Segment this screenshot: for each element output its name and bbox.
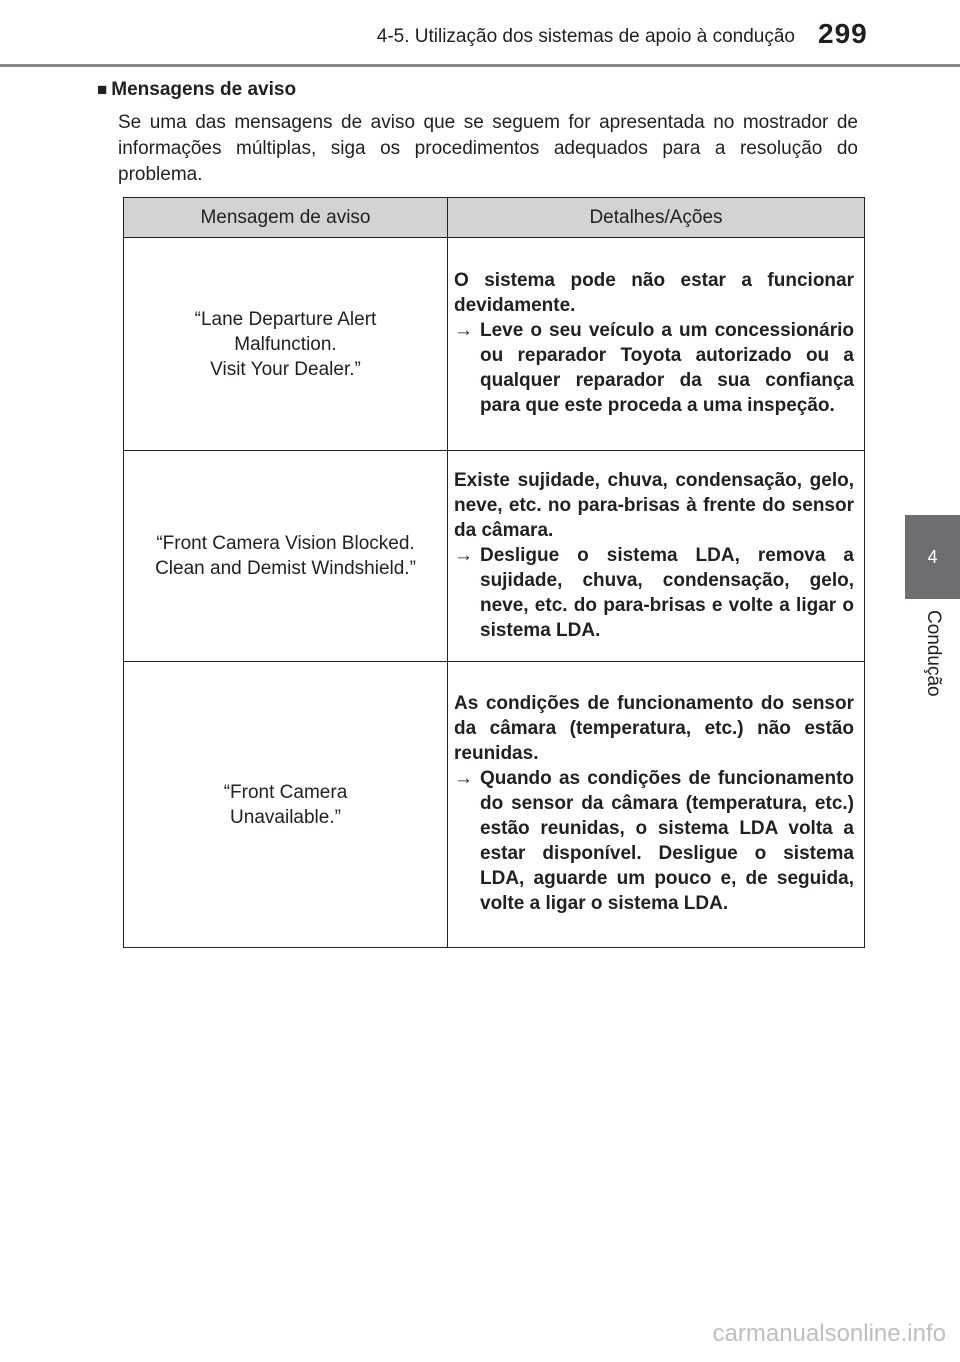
chapter-number: 4 xyxy=(927,546,938,567)
table-row xyxy=(124,451,865,662)
details-cell xyxy=(448,662,865,948)
condition-text: As condições de funcionamento do sensor da câmara (temperatura, etc.) não estão reunidas. xyxy=(454,693,854,764)
page-number: 299 xyxy=(818,18,868,49)
action-item xyxy=(454,318,854,418)
section-heading xyxy=(97,79,296,101)
warning-message-cell xyxy=(124,451,448,662)
chapter-label: Condução xyxy=(923,610,944,697)
action-text: Leve o seu veículo a um concessionário ou reparador Toyota autorizado ou a qualquer reparador da sua confiança para que este proceda a uma inspeção. xyxy=(480,320,854,416)
warning-message-cell xyxy=(124,238,448,451)
watermark: carmanualsonline.info xyxy=(712,1320,946,1347)
message-line: “Lane Departure Alert xyxy=(194,308,377,330)
column-header-message: Mensagem de aviso xyxy=(124,198,448,238)
action-item xyxy=(454,543,854,643)
details-cell xyxy=(448,238,865,451)
details-cell xyxy=(448,451,865,662)
table-row xyxy=(124,662,865,948)
arrow-right-icon: → xyxy=(454,544,473,566)
column-header-details: Detalhes/Ações xyxy=(448,198,865,238)
table-header-row xyxy=(124,198,865,238)
warning-message-cell xyxy=(124,662,448,948)
action-text: Quando as condições de funcionamento do sensor da câmara (temperatura, etc.) estão reunidas, o sistema LDA volta a estar disponível. Desligue o sistema LDA, aguarde um pouco e, de seguida, volte a ligar o sistema LDA. xyxy=(480,768,854,914)
square-bullet-icon: ■ xyxy=(97,80,108,99)
message-line: Unavailable.” xyxy=(230,806,341,828)
section-heading-text: Mensagens de aviso xyxy=(111,79,297,100)
message-line: “Front Camera xyxy=(223,781,348,803)
warning-messages-table xyxy=(123,197,865,948)
message-line: Visit Your Dealer.” xyxy=(210,358,361,380)
condition-text: Existe sujidade, chuva, condensação, gelo, neve, etc. no para-brisas à frente do sensor da câmara. xyxy=(454,469,854,541)
condition-text: O sistema pode não estar a funcionar devidamente. xyxy=(454,270,854,316)
message-line: Clean and Demist Windshield.” xyxy=(155,558,416,579)
page-header-title: 4-5. Utilização dos sistemas de apoio à condução xyxy=(376,26,795,47)
arrow-right-icon: → xyxy=(454,768,473,789)
action-text: Desligue o sistema LDA, remova a sujidade, chuva, condensação, gelo, neve, etc. do para-brisas e volte a ligar o sistema LDA. xyxy=(480,544,854,641)
chapter-tab[interactable] xyxy=(905,515,960,599)
table-row xyxy=(124,238,865,451)
header-divider xyxy=(0,64,960,67)
intro-paragraph: Se uma das mensagens de aviso que se seguem for apresentada no mostrador de informações múltiplas, siga os procedimentos adequados para a resolução do problema. xyxy=(118,112,858,185)
message-line: Malfunction. xyxy=(234,333,337,355)
message-line: “Front Camera Vision Blocked. xyxy=(156,533,415,554)
action-item xyxy=(454,766,854,916)
arrow-right-icon: → xyxy=(454,320,473,341)
